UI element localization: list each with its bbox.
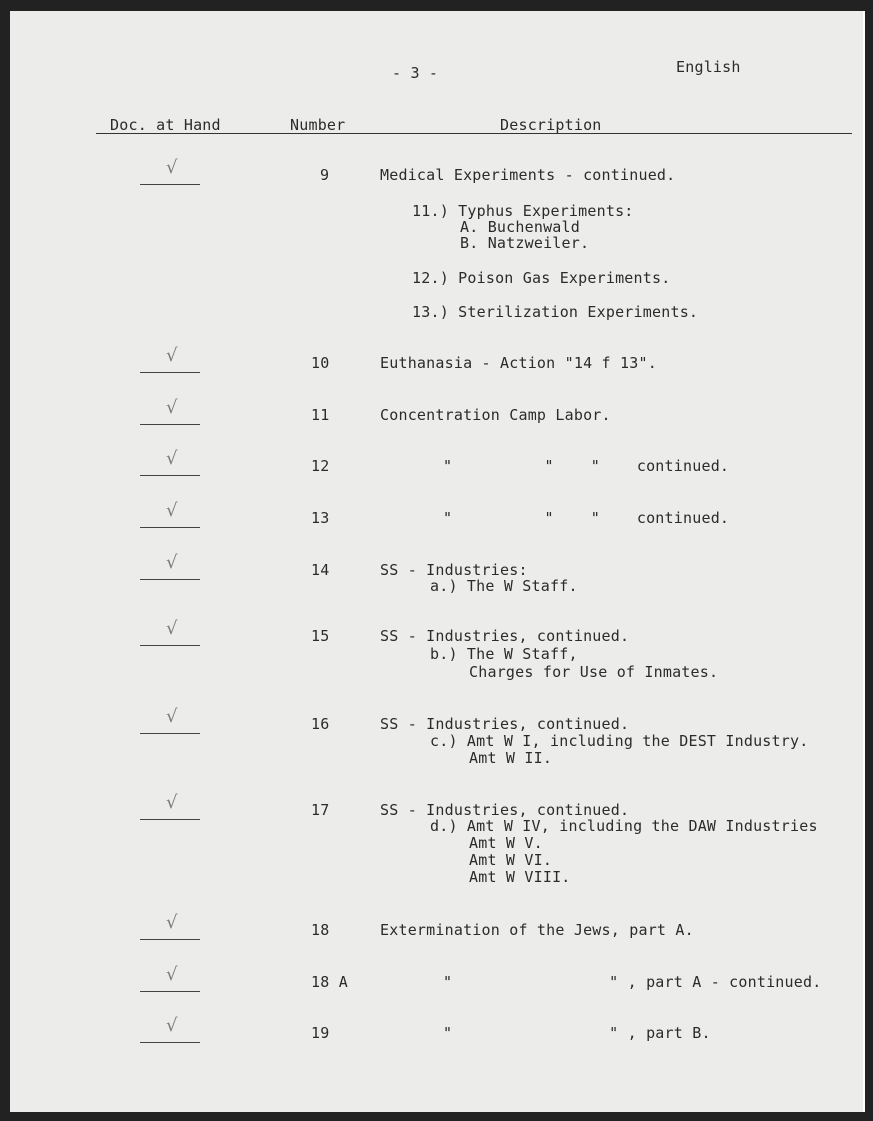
- row-description: SS - Industries:: [380, 561, 528, 579]
- sub-item: 11.) Typhus Experiments:: [412, 202, 634, 220]
- check-mark: [140, 500, 200, 528]
- check-icon: √: [166, 1015, 178, 1036]
- row-number: 9: [320, 166, 330, 184]
- check-icon: √: [166, 448, 178, 469]
- sub-item: c.) Amt W I, including the DEST Industry.: [430, 732, 809, 750]
- row-number: 13: [311, 509, 330, 527]
- sub-item: Amt W VIII.: [469, 868, 571, 886]
- page-number: - 3 -: [392, 64, 439, 82]
- row-description: " " " continued.: [443, 509, 730, 527]
- check-mark: [140, 397, 200, 425]
- check-icon: √: [166, 618, 178, 639]
- check-icon: √: [166, 157, 178, 178]
- row-number: 16: [311, 715, 330, 733]
- sub-item: Amt W V.: [469, 834, 543, 852]
- sub-item: 12.) Poison Gas Experiments.: [412, 269, 671, 287]
- sub-item: a.) The W Staff.: [430, 577, 578, 595]
- sub-item: d.) Amt W IV, including the DAW Industries: [430, 817, 818, 835]
- check-icon: √: [166, 345, 178, 366]
- language-label: English: [676, 58, 741, 76]
- row-description: Concentration Camp Labor.: [380, 406, 611, 424]
- row-number: 14: [311, 561, 330, 579]
- check-mark: [140, 912, 200, 940]
- check-mark: [140, 964, 200, 992]
- row-number: 10: [311, 354, 330, 372]
- check-icon: √: [166, 964, 178, 985]
- row-number: 19: [311, 1024, 330, 1042]
- row-description: Euthanasia - Action "14 f 13".: [380, 354, 657, 372]
- check-mark: [140, 618, 200, 646]
- check-mark: [140, 157, 200, 185]
- row-number: 18: [311, 921, 330, 939]
- column-header-doc-at-hand: Doc. at Hand: [110, 116, 221, 134]
- check-mark: [140, 448, 200, 476]
- check-icon: √: [166, 500, 178, 521]
- check-mark: [140, 792, 200, 820]
- check-icon: √: [166, 706, 178, 727]
- header-rule: [96, 133, 852, 134]
- row-description: SS - Industries, continued.: [380, 627, 630, 645]
- check-icon: √: [166, 792, 178, 813]
- row-number: 18 A: [311, 973, 348, 991]
- row-description: SS - Industries, continued.: [380, 715, 630, 733]
- check-mark: [140, 552, 200, 580]
- check-icon: √: [166, 552, 178, 573]
- sub-item: Charges for Use of Inmates.: [469, 663, 719, 681]
- sub-item: A. Buchenwald: [460, 218, 580, 236]
- sub-item: Amt W VI.: [469, 851, 553, 869]
- sub-item: 13.) Sterilization Experiments.: [412, 303, 699, 321]
- row-description: SS - Industries, continued.: [380, 801, 630, 819]
- row-description: " " , part B.: [443, 1024, 711, 1042]
- row-description: Medical Experiments - continued.: [380, 166, 676, 184]
- column-header-description: Description: [500, 116, 602, 134]
- row-description: " " , part A - continued.: [443, 973, 822, 991]
- row-description: Extermination of the Jews, part A.: [380, 921, 694, 939]
- row-number: 11: [311, 406, 330, 424]
- check-icon: √: [166, 912, 178, 933]
- row-number: 12: [311, 457, 330, 475]
- sub-item: Amt W II.: [469, 749, 553, 767]
- row-number: 15: [311, 627, 330, 645]
- check-icon: √: [166, 397, 178, 418]
- check-mark: [140, 345, 200, 373]
- check-mark: [140, 706, 200, 734]
- column-header-number: Number: [290, 116, 346, 134]
- sub-item: B. Natzweiler.: [460, 234, 590, 252]
- row-description: " " " continued.: [443, 457, 730, 475]
- sub-item: b.) The W Staff,: [430, 645, 578, 663]
- row-number: 17: [311, 801, 330, 819]
- check-mark: [140, 1015, 200, 1043]
